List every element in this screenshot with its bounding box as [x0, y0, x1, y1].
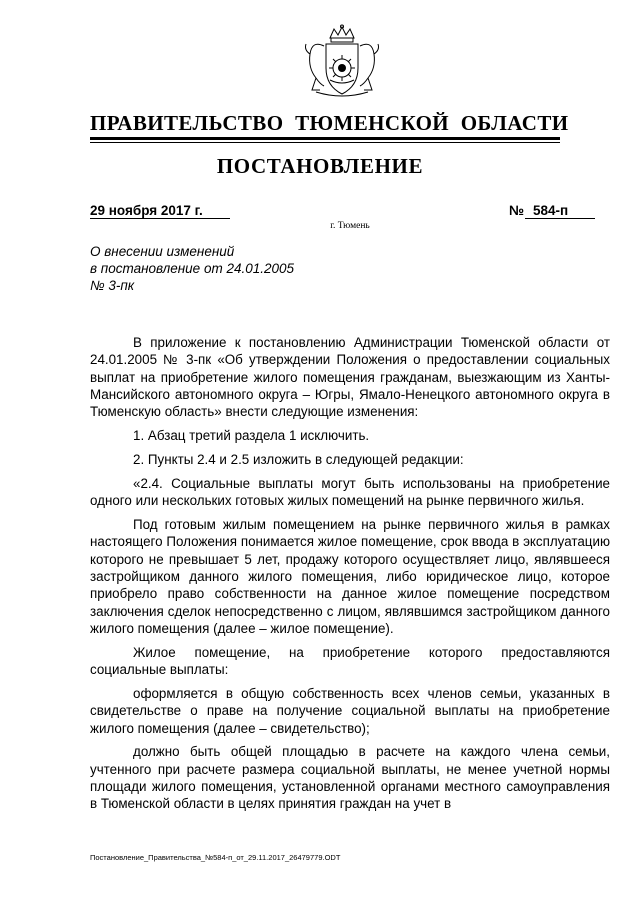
body-paragraph: Под готовым жилым помещением на рынке первичного жилья в рамках настоящего Положения понимается жилое помещение, срок ввода в эксплуатацию которого не превышает 5 лет, продажу которого осуществляет лицо, являвшееся застройщиком данного жилого помещения, либо юридическое лицо, которое приобрело право собственности на данное жилое помещение посредством заключения сделок непосредственно с лицом, являвшимся застройщиком данного жилого помещения (далее – жилое помещение). [90, 517, 610, 636]
city-text: г. Тюмень [330, 221, 370, 231]
document-date: 29 ноября 2017 г. [90, 203, 203, 218]
body-paragraph: В приложение к постановлению Администрации Тюменской области от 24.01.2005 № 3-пк «Об утверждении Положения о предоставлении социальных выплат на приобретение жилого помещения гражданам, выезжающим из Ханты-Мансийского автономного округа – Югры, Ямало-Ненецкого автономного округа в Тюменскую область» внести следующие изменения: [90, 335, 610, 420]
coat-of-arms-emblem [296, 24, 388, 100]
header-rule-thin [90, 142, 560, 143]
footer-filename: Постановление_Правительства_№584-п_от_29.11.2017_26479779.ODT [90, 853, 341, 862]
subject-line: О внесении изменений [90, 244, 235, 259]
subject-line: в постановление от 24.01.2005 [90, 261, 295, 276]
body-paragraph: должно быть общей площадью в расчете на каждого члена семьи, учтенного при расчете размера социальной выплаты, не менее учетной нормы площади жилого помещения, установленной органами местного самоуправления в Тюменской области в целях принятия граждан на учет в [90, 744, 610, 812]
number-sign: № [509, 203, 525, 218]
body-paragraph: оформляется в общую собственность всех членов семьи, указанных в свидетельстве о праве на получение социальной выплаты на приобретение жилого помещения (далее – свидетельство); [90, 685, 610, 736]
number-underline [525, 218, 595, 219]
body-paragraph: «2.4. Социальные выплаты могут быть использованы на приобретение одного или нескольких готовых жилых помещений на рынке первичного жилья. [90, 475, 610, 509]
date-underline [90, 218, 230, 219]
body-paragraph: Жилое помещение, на приобретение которого предоставляются социальные выплаты: [90, 644, 610, 678]
header-rule-thick [90, 137, 560, 140]
document-number: 584-п [533, 203, 569, 218]
body-paragraph: 2. Пункты 2.4 и 2.5 изложить в следующей редакции: [133, 451, 464, 467]
subject-line: № 3-пк [90, 278, 135, 293]
city-label [0, 221, 640, 231]
document-type: ПОСТАНОВЛЕНИЕ [216, 154, 424, 178]
body-paragraph: 1. Абзац третий раздела 1 исключить. [133, 428, 370, 444]
document-subject [90, 243, 390, 294]
organization-title: ПРАВИТЕЛЬСТВО ТЮМЕНСКОЙ ОБЛАСТИ [90, 111, 569, 135]
document-body [90, 334, 610, 819]
